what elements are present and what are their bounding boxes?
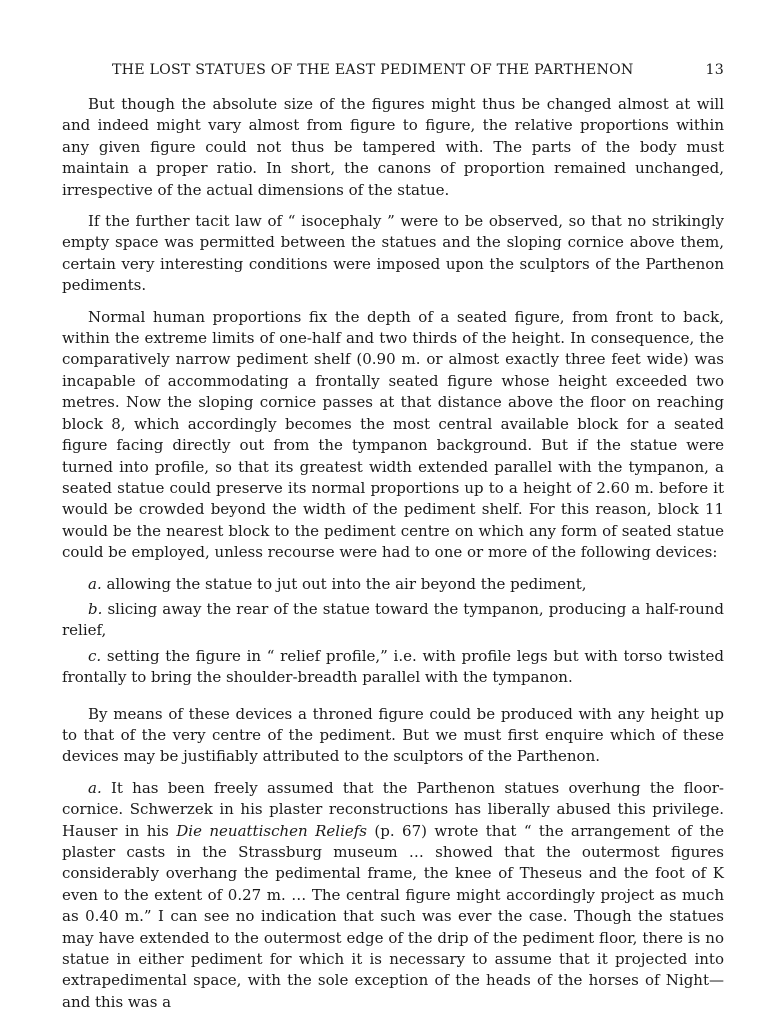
list-text: slicing away the rear of the statue toward the tympanon, producing a half-round relief, bbox=[62, 599, 724, 640]
page bbox=[62, 62, 724, 1023]
section-letter: a. bbox=[88, 778, 102, 797]
paragraph-isocephaly: If the further tacit law of “ isocephaly ” were to be observed, so that no strikingly empty space was permitted between the statues and the sloping cornice above them, certain very interesting conditions were imposed upon the sculptors of the Parthenon pediments. bbox=[62, 212, 724, 295]
list-item-a bbox=[62, 574, 724, 595]
paragraph-devices: By means of these devices a throned figure could be produced with any height up to that of the very centre of the pediment. But we must first enquire which of these devices may be justifiably attributed to the sculptors of the Parthenon. bbox=[62, 704, 724, 766]
list-letter: a. bbox=[88, 574, 102, 593]
running-title: THE LOST STATUES OF THE EAST PEDIMENT OF THE PARTHENON bbox=[112, 62, 634, 78]
list-letter: b. bbox=[88, 599, 103, 618]
paragraph-text: (p. 67) wrote that “ the arrangement of the plaster casts in the Strassburg museum … showed that the outermost figures considerably overhang the pedimental frame, the knee of Theseus and the foot of K even to the extent of 0.27 m. … The central figure might accordingly project as much as 0.40 m.” I can see no indication that such was ever the case. Though the statues may have extended to the outermost edge of the drip of the pediment floor, there is no statue in either pediment for which it is necessary to assume that it projected into extrapedimental space, with the sole exception of the heads of the horses of Night—and this was a bbox=[62, 821, 725, 1011]
page-number: 13 bbox=[705, 62, 724, 78]
list-text: allowing the statue to jut out into the air beyond the pediment, bbox=[101, 574, 587, 593]
paragraph-text: It has been freely assumed that the Parthenon statues overhung the floor-cornice. Schwerzek in his plaster reconstructions has liberally abused this privilege. Hauser in his bbox=[62, 778, 724, 840]
paragraph-overhang bbox=[62, 778, 724, 1013]
list-letter: c. bbox=[88, 646, 102, 665]
list-item-b bbox=[62, 599, 724, 642]
paragraph-seated-figure: Normal human proportions fix the depth of a seated figure, from front to back, within the extreme limits of one-half and two thirds of the height. In consequence, the comparatively narrow pediment shelf (0.90 m. or almost exactly three feet wide) was incapable of accommodating a frontally seated figure whose height exceeded two metres. Now the sloping cornice passes at that distance above the floor on reaching block 8, which accordingly becomes the most central available block for a seated figure facing directly out from the tympanon background. But if the statue were turned into profile, so that its greatest width extended parallel with the tympanon, a seated statue could preserve its normal proportions up to a height of 2.60 m. before it would be crowded beyond the width of the pediment shelf. For this reason, block 11 would be the nearest block to the pediment centre on which any form of seated statue could be employed, unless recourse were had to one or more of the following devices: bbox=[62, 307, 724, 562]
running-head bbox=[62, 62, 724, 78]
paragraph-proportions: But though the absolute size of the figures might thus be changed almost at will and indeed might vary almost from figure to figure, the relative proportions within any given figure could not thus be tampered with. The parts of the body must maintain a proper ratio. In short, the canons of proportion remained unchanged, irrespective of the actual dimensions of the statue. bbox=[62, 95, 724, 199]
book-title: Die neuattischen Reliefs bbox=[176, 821, 367, 840]
list-text: setting the figure in “ relief profile,” i.e. with profile legs but with torso twisted frontally to bring the shoulder-breadth parallel with the tympanon. bbox=[62, 646, 724, 687]
list-item-c bbox=[62, 646, 724, 689]
